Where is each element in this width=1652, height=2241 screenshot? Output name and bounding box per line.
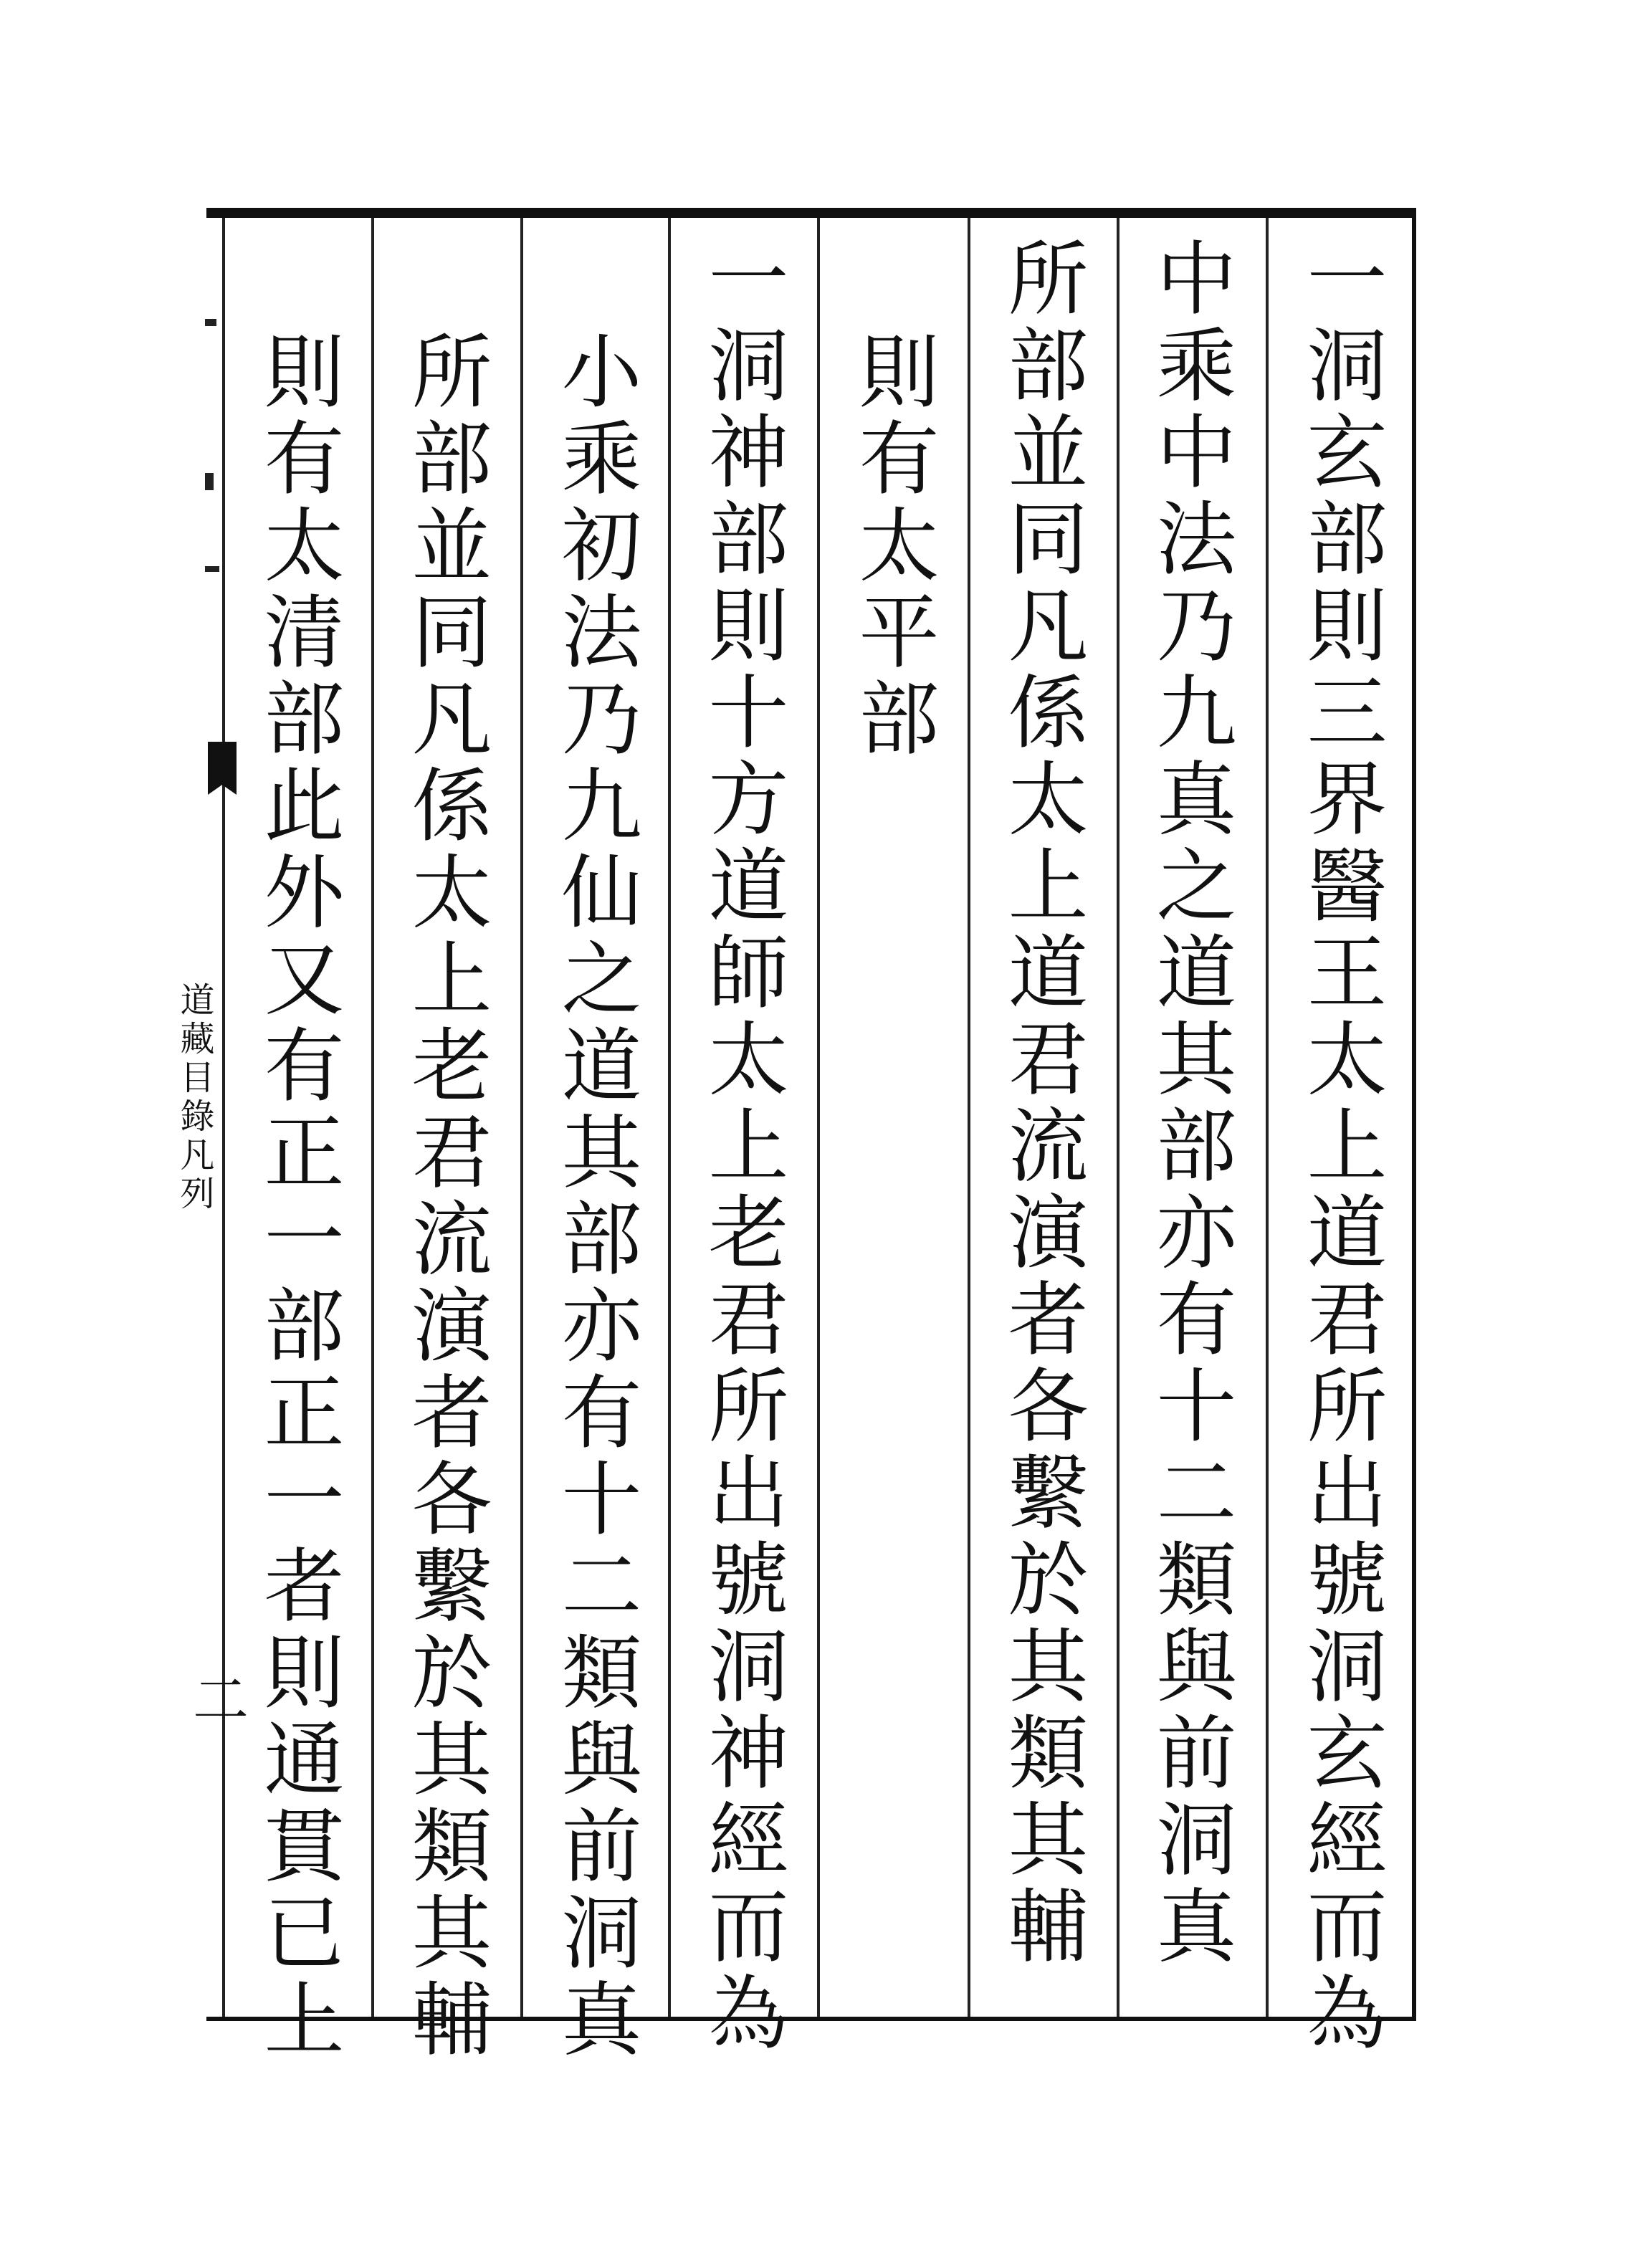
column-rule xyxy=(668,218,671,2017)
text-column-7: 所部並同凡係太上老君流演者各繫於其類其輔 xyxy=(398,330,492,2064)
frame-left-rule xyxy=(222,218,225,2017)
margin-title: 道藏目錄凡列 xyxy=(174,982,214,1214)
text-column-4: 則有太平部 xyxy=(846,330,939,763)
column-rule xyxy=(520,218,523,2017)
column-rule xyxy=(1266,218,1269,2017)
page-number: 二 xyxy=(192,1668,249,1733)
text-column-3: 所部並同凡係太上道君流演者各繫於其類其輔 xyxy=(995,236,1088,1971)
text-column-5: 一洞神部則十方道師太上老君所出號洞神經而為 xyxy=(695,236,788,2058)
fishtail-mark xyxy=(208,742,237,785)
text-column-8: 則有太清部此外又有正一部正一者則通貫已上 xyxy=(251,330,344,2064)
text-column-6: 小乘初法乃九仙之道其部亦有十二類與前洞真 xyxy=(548,330,641,2064)
column-rule xyxy=(1117,218,1119,2017)
text-column-2: 中乘中法乃九真之道其部亦有十二類與前洞真 xyxy=(1143,236,1236,1971)
column-rule xyxy=(817,218,820,2017)
column-rule xyxy=(371,218,374,2017)
column-rule xyxy=(968,218,970,2017)
text-column-1: 一洞玄部則三界醫王太上道君所出號洞玄經而為 xyxy=(1294,236,1387,2058)
